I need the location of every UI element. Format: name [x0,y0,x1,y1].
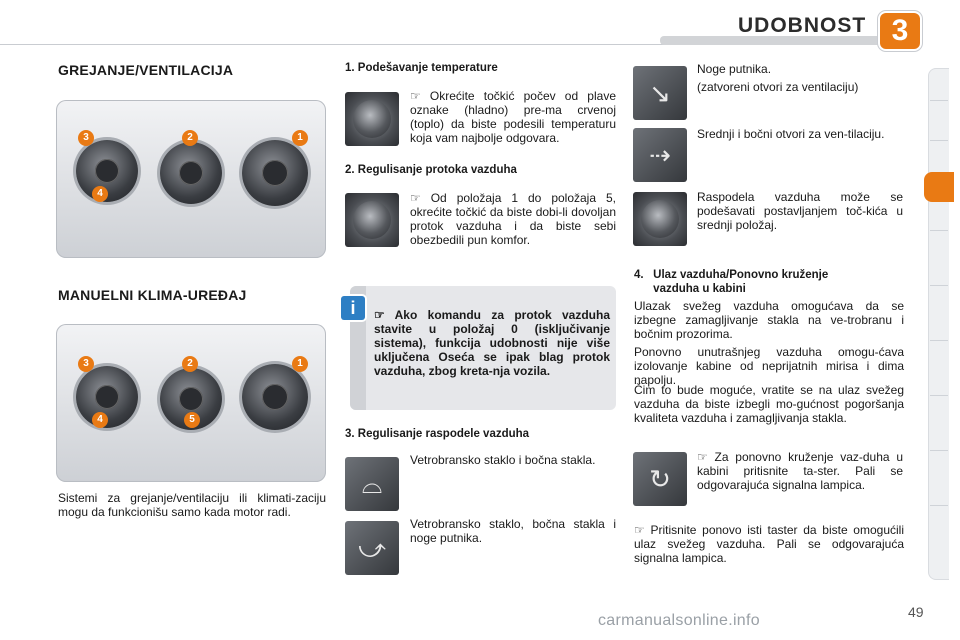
ac-control-panel [56,324,326,482]
tab-divider [930,285,948,286]
paragraph-recirculation: Ponovno unutrašnjeg vazduha omogu-ćava izolovanje kabine od neprijatnih mirisa i dima napolju. [634,345,904,387]
center-vent-icon: ⇢ [633,128,687,182]
active-chapter-tab[interactable] [924,172,954,202]
temperature-knob [242,364,308,430]
label-4: 4 [92,412,108,428]
tab-divider [930,100,948,101]
tab-divider [930,505,948,506]
chapter-badge: 3 [880,13,920,49]
temperature-knob [242,140,308,206]
page-number: 49 [908,604,924,620]
heading-manual-ac: MANUELNI KLIMA-UREĐAJ [58,287,247,303]
paragraph-return-fresh: Čim to bude moguće, vratite se na ulaz svežeg vazduha da biste izbegli mo-gućnost pogoršanja kvaliteta vazduha i zamagljivanja stakla. [634,383,904,425]
item-feet: Noge putnika. [697,62,772,76]
tab-divider [930,395,948,396]
feet-vent-icon: ↘ [633,66,687,120]
paragraph-fresh-air: Ulazak svežeg vazduha omogućava da se izbegne zamagljivanje stakla na ve-trobranu i bočnim prozorima. [634,299,904,341]
section-3-title: 3. Regulisanje raspodele vazduha [345,428,530,440]
section-4-title: 4. Ulaz vazduha/Ponovno kruženje vazduha u kabini [634,269,829,295]
section-2-text: ☞ Od položaja 1 do položaja 5, okrećite točkić da biste dobi-li dovoljan protok vazduha i da biste sebi obezbedili pun komfor. [410,191,616,247]
item-feet-note: (zatvoreni otvori za ventilaciju) [697,80,859,94]
temperature-knob-image [345,92,399,146]
info-text: ☞ Ako komandu za protok vazduha stavite u položaj 0 (isključivanje sistema), funkcija udobnosti nije više uključena Oseća se ipak blag protok vazduha, zbog kreta-nja vozila. [374,308,610,378]
label-4: 4 [92,186,108,202]
heading-heating: GREJANJE/VENTILACIJA [58,62,234,78]
page-title: UDOBNOST [738,14,867,37]
section-3-item-2: Vetrobransko staklo, bočna stakla i noge putnika. [410,517,616,545]
section-1-title: 1. Podešavanje temperature [345,62,498,74]
paragraph-press-recirculate: ☞ Za ponovno kruženje vaz-duha u kabini pritisnite ta-ster. Pali se odgovarajuća signalna lampica. [697,450,903,492]
section-1-text: ☞ Okrećite točkić počev od plave oznake (hladno) pre-ma crvenoj (toplo) da biste podesili temperaturu koja vam najbolje odgovara. [410,89,616,145]
label-2: 2 [182,130,198,146]
paragraph-press-again: ☞ Pritisnite ponovo isti taster da biste omogućili ulaz svežeg vazduha. Pali se odgovarajuća signalna lampica. [634,523,904,565]
system-caption: Sistemi za grejanje/ventilaciju ili klimati-zaciju mogu da funkcionišu samo kada motor radi. [58,491,326,519]
section-3-item-1: Vetrobransko staklo i bočna stakla. [410,453,596,467]
recirculation-button-icon: ↻ [633,452,687,506]
airflow-knob-image [345,193,399,247]
item-center-vents: Srednji i bočni otvori za ven-tilaciju. [697,127,885,141]
chapter-tabs[interactable] [928,68,949,580]
tab-divider [930,140,948,141]
label-2: 2 [182,356,198,372]
heating-control-panel [56,100,326,258]
label-5: 5 [184,412,200,428]
distribution-knob-image [633,192,687,246]
footer-watermark: carmanualsonline.info [598,612,760,629]
windscreen-demist-icon: ⌓ [345,457,399,511]
label-1: 1 [292,130,308,146]
section-2-title: 2. Regulisanje protoka vazduha [345,164,517,176]
airflow-knob [160,142,222,204]
label-1: 1 [292,356,308,372]
item-distribution: Raspodela vazduha može se podešavati postavljanjem toč-kića u srednji položaj. [697,190,903,232]
label-3: 3 [78,130,94,146]
windscreen-feet-icon: ⤻ [345,521,399,575]
label-3: 3 [78,356,94,372]
tab-divider [930,340,948,341]
info-icon: i [341,296,365,320]
tab-divider [930,450,948,451]
tab-divider [930,230,948,231]
